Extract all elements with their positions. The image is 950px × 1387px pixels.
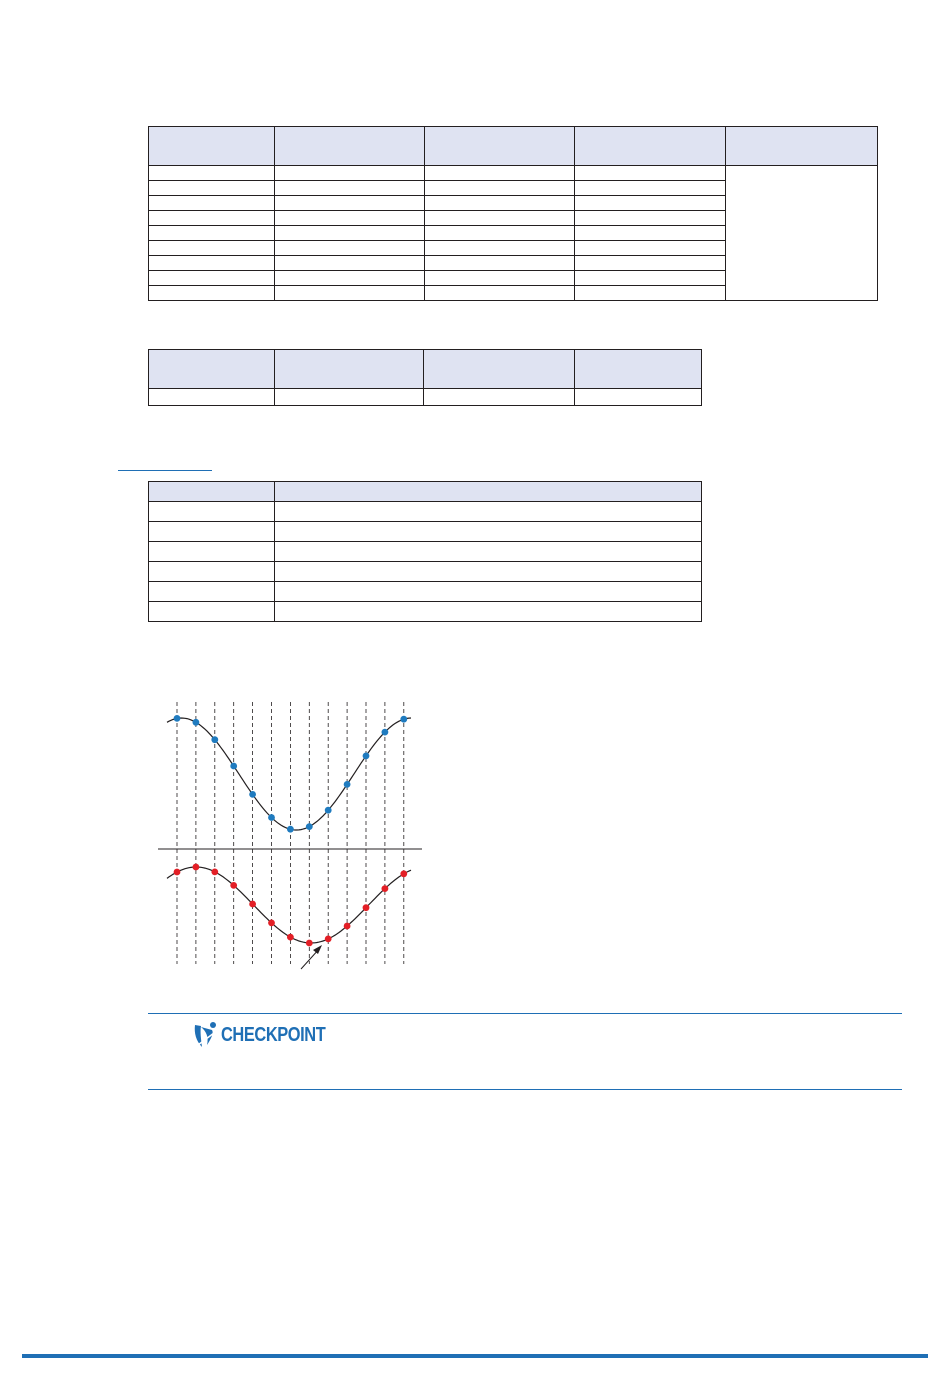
table-cell: [149, 256, 275, 271]
table-cell: [149, 166, 275, 181]
table-cell: [575, 166, 726, 181]
table-cell: [424, 181, 575, 196]
table-cell: [274, 226, 424, 241]
table-cell: [575, 256, 726, 271]
table-row: [149, 522, 702, 542]
sample-point: [211, 736, 218, 743]
table-cell: [424, 271, 575, 286]
table-header-cell: [726, 127, 878, 166]
table-cell: [575, 389, 702, 406]
table-cell: [274, 196, 424, 211]
table-header-row: [149, 127, 878, 166]
table-cell: [274, 166, 424, 181]
table-cell: [575, 226, 726, 241]
table-cell: [424, 286, 575, 301]
data-table-3: [148, 481, 702, 622]
table-cell: [149, 522, 275, 542]
table-header-cell: [424, 350, 575, 389]
table-cell: [575, 241, 726, 256]
sample-point: [363, 904, 370, 911]
table-header-cell: [274, 350, 424, 389]
table-cell: [575, 181, 726, 196]
table-header-cell: [149, 127, 275, 166]
checkpoint-label: CHECKPOINT: [221, 1023, 326, 1046]
table-cell: [424, 256, 575, 271]
table-cell: [575, 211, 726, 226]
sample-point: [268, 920, 275, 927]
table-cell: [149, 226, 275, 241]
checkpoint-logo: [192, 1021, 348, 1049]
sample-point: [230, 882, 237, 889]
table-cell: [149, 502, 275, 522]
sample-point: [287, 934, 294, 941]
table-cell: [149, 542, 275, 562]
table-row: [149, 602, 702, 622]
checkpoint-box: [148, 1013, 902, 1090]
table-cell: [424, 196, 575, 211]
sample-point: [174, 715, 181, 722]
table-cell: [274, 211, 424, 226]
table-row: [149, 562, 702, 582]
table-cell: [424, 226, 575, 241]
table-cell: [575, 196, 726, 211]
table-header-row: [149, 482, 702, 502]
table-cell: [274, 582, 701, 602]
sample-point: [287, 826, 294, 833]
table-cell: [274, 271, 424, 286]
table-cell: [274, 286, 424, 301]
table-cell: [274, 241, 424, 256]
sample-point: [306, 823, 313, 830]
table-cell: [424, 166, 575, 181]
sample-point: [174, 869, 181, 876]
table-cell: [274, 522, 701, 542]
sample-point: [400, 870, 407, 877]
table-header-cell: [575, 350, 702, 389]
sample-point: [249, 791, 256, 798]
table-cell: [274, 389, 424, 406]
table-cell: [149, 389, 275, 406]
table-cell: [149, 181, 275, 196]
merged-cell: [726, 166, 878, 301]
table-cell: [149, 582, 275, 602]
bottom-sine-curve: [167, 867, 411, 943]
pointer-arrowhead: [313, 945, 322, 954]
table-cell: [274, 502, 701, 522]
table-header-cell: [274, 127, 424, 166]
table-cell: [149, 241, 275, 256]
table-cell: [274, 256, 424, 271]
footer-rule: [22, 1354, 928, 1358]
sample-point: [325, 936, 332, 943]
sample-point: [306, 940, 313, 947]
table-cell: [274, 181, 424, 196]
table-header-cell: [575, 127, 726, 166]
table-row: [149, 166, 878, 181]
table-header-cell: [424, 127, 575, 166]
sample-point: [400, 716, 407, 723]
table-header-cell: [149, 350, 275, 389]
checkpoint-icon: [192, 1021, 218, 1049]
table-cell: [424, 241, 575, 256]
sample-point: [344, 781, 351, 788]
table-cell: [575, 286, 726, 301]
table-cell: [149, 286, 275, 301]
table-cell: [149, 602, 275, 622]
sample-point: [211, 869, 218, 876]
table-cell: [149, 211, 275, 226]
table-cell: [274, 542, 701, 562]
table-row: [149, 389, 702, 406]
table-cell: [149, 196, 275, 211]
table-cell: [424, 211, 575, 226]
sample-point: [193, 719, 200, 726]
table-row: [149, 582, 702, 602]
sample-point: [382, 885, 389, 892]
sample-point: [344, 923, 351, 930]
sample-point: [230, 763, 237, 770]
sample-point: [193, 864, 200, 871]
sample-point: [325, 807, 332, 814]
sample-point: [249, 901, 256, 908]
sample-point: [268, 814, 275, 821]
table-cell: [274, 562, 701, 582]
data-table-2: [148, 349, 702, 406]
top-sine-curve: [167, 718, 411, 830]
sampling-waveform-diagram: [150, 690, 430, 980]
table-header-cell: [149, 482, 275, 502]
data-table-1: [148, 126, 878, 301]
table-header-cell: [274, 482, 701, 502]
table-cell: [149, 271, 275, 286]
table-cell: [424, 389, 575, 406]
link-underline[interactable]: [118, 470, 212, 471]
table-cell: [149, 562, 275, 582]
table-cell: [575, 271, 726, 286]
table-row: [149, 502, 702, 522]
table-header-row: [149, 350, 702, 389]
sample-point: [363, 753, 370, 760]
sample-point: [382, 729, 389, 736]
table-row: [149, 542, 702, 562]
sample-guide-lines: [177, 702, 404, 964]
table-cell: [274, 602, 701, 622]
